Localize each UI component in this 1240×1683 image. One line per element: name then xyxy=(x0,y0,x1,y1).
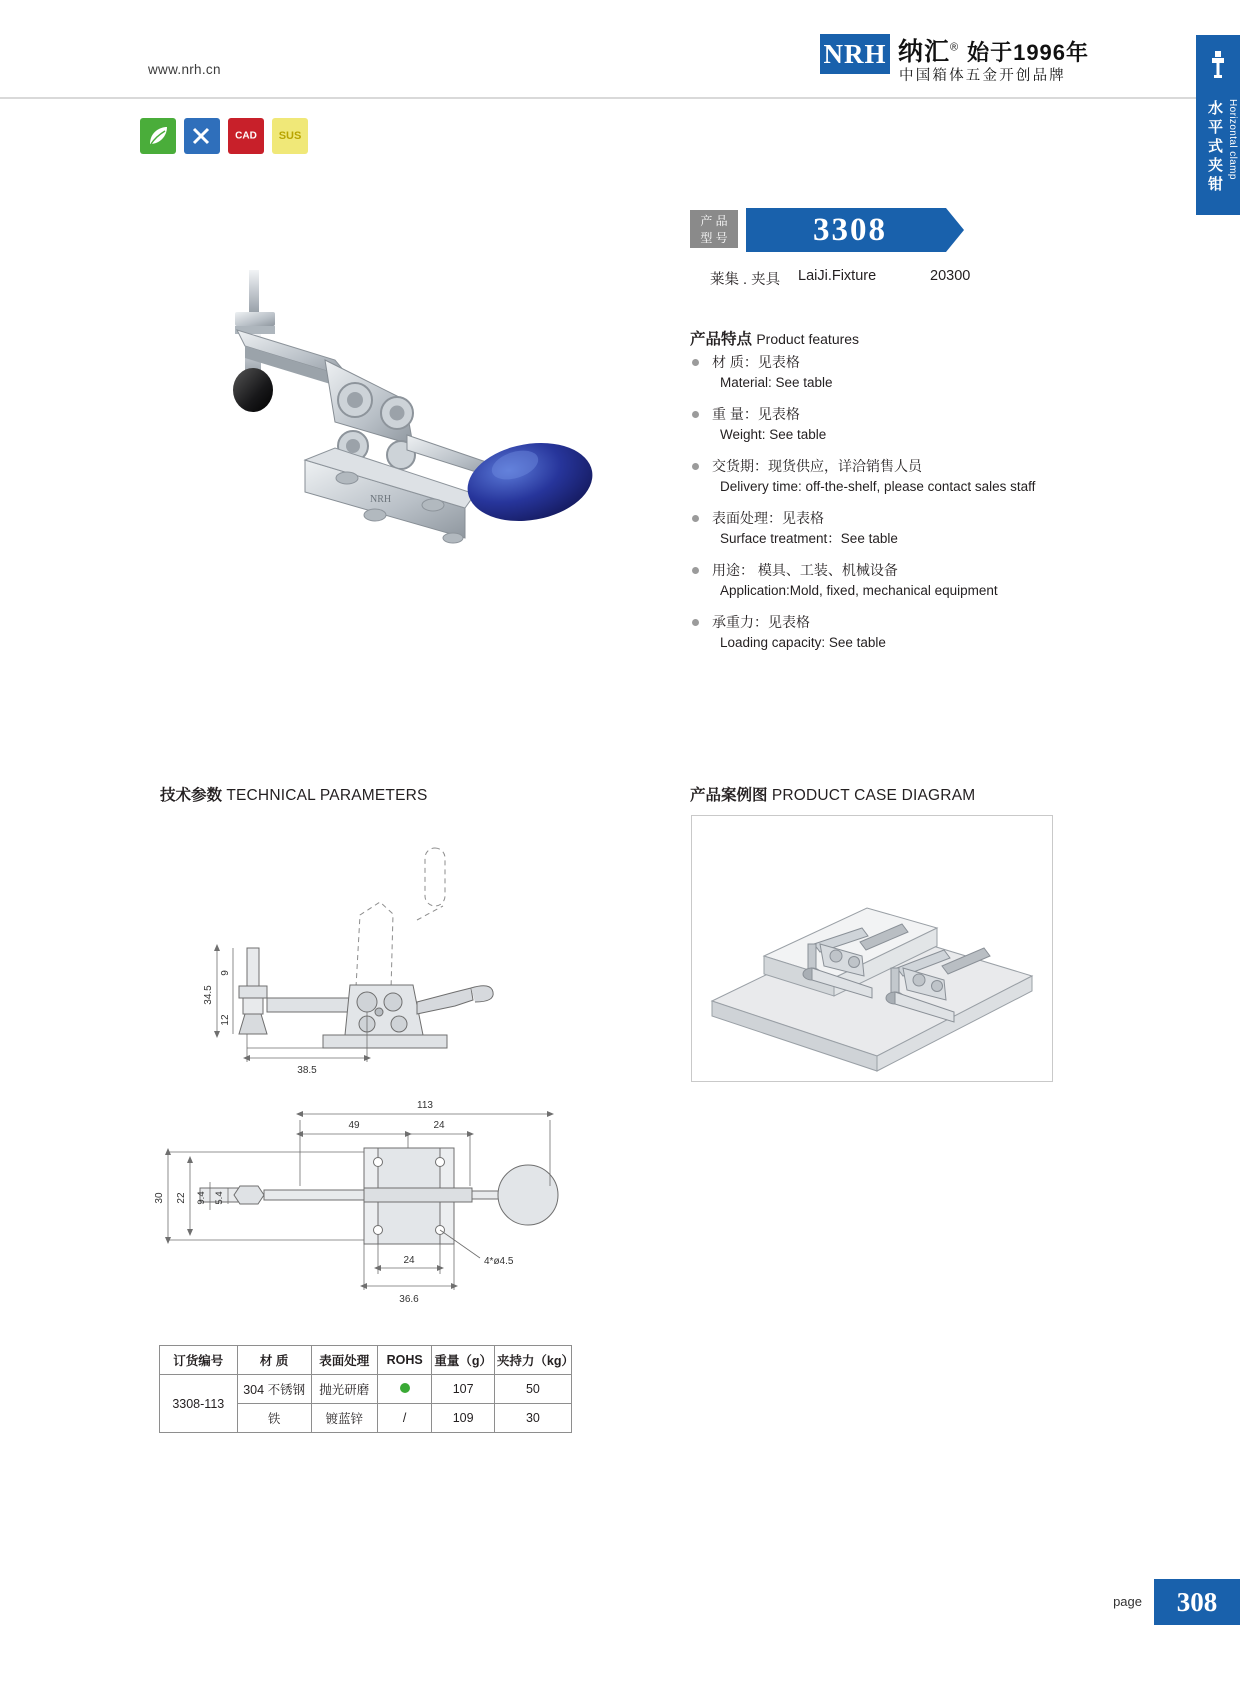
brand-cn: 莱集 . 夹具 xyxy=(710,272,781,288)
feature-cn: 表面处理：见表格 xyxy=(712,510,824,526)
cad-badge xyxy=(228,118,264,154)
dim-9: 9 xyxy=(220,970,231,976)
features-heading xyxy=(690,327,859,349)
dim-36-6: 36.6 xyxy=(399,1294,419,1305)
model-tag xyxy=(690,210,738,248)
cell-force: 30 xyxy=(494,1404,571,1433)
dim-24-top: 24 xyxy=(433,1120,445,1131)
th-weight: 重量（g） xyxy=(432,1346,494,1375)
logo-reg-mark: ® xyxy=(950,41,960,54)
th-surface: 表面处理 xyxy=(311,1346,377,1375)
feature-item xyxy=(690,456,1110,497)
header-divider xyxy=(0,97,1240,99)
cell-rohs: / xyxy=(377,1404,432,1433)
case-heading-cn: 产品案例图 xyxy=(690,787,768,804)
cell-weight: 109 xyxy=(432,1404,494,1433)
dim-12: 12 xyxy=(220,1014,231,1026)
dim-24-bottom: 24 xyxy=(403,1255,415,1266)
dim-34-5: 34.5 xyxy=(203,985,214,1005)
feature-en: Material: See table xyxy=(720,375,833,390)
technical-drawing-top-view xyxy=(140,1090,590,1305)
dim-30: 30 xyxy=(154,1192,165,1204)
page-number: 308 xyxy=(1154,1579,1240,1625)
feature-cn: 交货期：现货供应，详洽销售人员 xyxy=(712,458,922,474)
technical-parameters-heading xyxy=(160,783,428,805)
cell-weight: 107 xyxy=(432,1375,494,1404)
tools-badge xyxy=(184,118,220,154)
table-header-row xyxy=(160,1346,572,1375)
cell-material: 铁 xyxy=(237,1404,311,1433)
logo-cn-text: 纳汇 xyxy=(898,38,951,66)
features-heading-en: Product features xyxy=(756,331,860,347)
th-order-no: 订货编号 xyxy=(160,1346,238,1375)
bullet-icon xyxy=(692,619,699,626)
feature-en: Weight: See table xyxy=(720,427,827,442)
feature-cn: 重 量：见表格 xyxy=(712,406,800,422)
dim-5-4: 5.4 xyxy=(214,1191,225,1205)
icon-badges xyxy=(140,118,308,154)
th-force: 夹持力（kg） xyxy=(494,1346,571,1375)
th-material: 材 质 xyxy=(237,1346,311,1375)
bullet-icon xyxy=(692,359,699,366)
feature-item xyxy=(690,404,1110,445)
side-tab-label-cn: 水平式夹钳 xyxy=(1207,100,1224,193)
dim-113: 113 xyxy=(417,1100,433,1111)
logo-chinese-name xyxy=(898,32,1089,68)
sus-badge-label: SUS xyxy=(278,130,302,142)
svg-text:NRH: NRH xyxy=(370,494,392,505)
feature-item xyxy=(690,508,1110,549)
clamp-icon xyxy=(1210,51,1226,81)
cell-material: 304 不锈钢 xyxy=(237,1375,311,1404)
dim-holes: 4*ø4.5 xyxy=(484,1256,514,1267)
feature-item xyxy=(690,352,1110,393)
logo-slogan: 中国箱体五金开创品牌 xyxy=(899,68,1066,84)
cell-surface: 抛光研磨 xyxy=(311,1375,377,1404)
feature-item xyxy=(690,560,1110,601)
tech-heading-cn: 技术参数 xyxy=(160,787,223,804)
tech-heading-en: TECHNICAL PARAMETERS xyxy=(226,787,428,804)
feature-item xyxy=(690,612,1110,653)
product-case-diagram xyxy=(691,815,1053,1082)
rohs-badge xyxy=(140,118,176,154)
logo-mark: NRH xyxy=(820,34,890,74)
model-number: 3308 xyxy=(813,212,887,248)
bullet-icon xyxy=(692,411,699,418)
page-label: page xyxy=(1113,1594,1142,1609)
logo-since: 始于1996年 xyxy=(967,40,1090,65)
cell-surface: 镀蓝锌 xyxy=(311,1404,377,1433)
case-illustration xyxy=(692,816,1052,1081)
model-tag-line1: 产 品 xyxy=(700,214,728,228)
sus-badge xyxy=(272,118,308,154)
feature-cn: 材 质：见表格 xyxy=(712,354,800,370)
nrh-logo xyxy=(820,34,1090,86)
model-block xyxy=(690,208,970,252)
rohs-green-dot xyxy=(400,1383,410,1393)
dim-22: 22 xyxy=(176,1192,187,1204)
feature-cn: 用途： 模具、工装、机械设备 xyxy=(712,562,898,578)
feature-en: Loading capacity: See table xyxy=(720,635,886,650)
table-row xyxy=(160,1375,572,1404)
th-rohs: ROHS xyxy=(377,1346,432,1375)
bullet-icon xyxy=(692,463,699,470)
model-tag-line2: 型 号 xyxy=(700,231,728,245)
technical-drawing-side-view xyxy=(155,830,575,1095)
brand-en: LaiJi.Fixture xyxy=(798,268,877,284)
features-heading-cn: 产品特点 xyxy=(690,331,753,348)
case-heading-en: PRODUCT CASE DIAGRAM xyxy=(771,787,976,804)
cad-badge-label: CAD xyxy=(235,130,257,142)
feature-en: Surface treatment：See table xyxy=(720,531,898,546)
bullet-icon xyxy=(692,515,699,522)
dim-9-4: 9.4 xyxy=(196,1191,207,1205)
leaf-icon xyxy=(146,124,170,148)
features-list xyxy=(690,352,1110,664)
product-photo xyxy=(175,250,645,580)
dim-38-5: 38.5 xyxy=(297,1065,317,1076)
side-tab-label-en: Horizontal clamp xyxy=(1227,99,1238,180)
website-url: www.nrh.cn xyxy=(148,62,221,77)
feature-cn: 承重力：见表格 xyxy=(712,614,810,630)
bullet-icon xyxy=(692,567,699,574)
dim-49: 49 xyxy=(348,1120,360,1131)
cell-order-no: 3308-113 xyxy=(160,1375,238,1433)
specification-table xyxy=(159,1345,572,1433)
feature-en: Application:Mold, fixed, mechanical equipment xyxy=(720,583,998,598)
cell-rohs xyxy=(377,1375,432,1404)
cell-force: 50 xyxy=(494,1375,571,1404)
category-side-tab xyxy=(1196,35,1240,215)
case-diagram-heading xyxy=(690,783,975,805)
wrench-icon xyxy=(190,124,214,148)
feature-en: Delivery time: off-the-shelf, please contact sales staff xyxy=(720,479,1036,494)
product-code: 20300 xyxy=(930,268,971,284)
